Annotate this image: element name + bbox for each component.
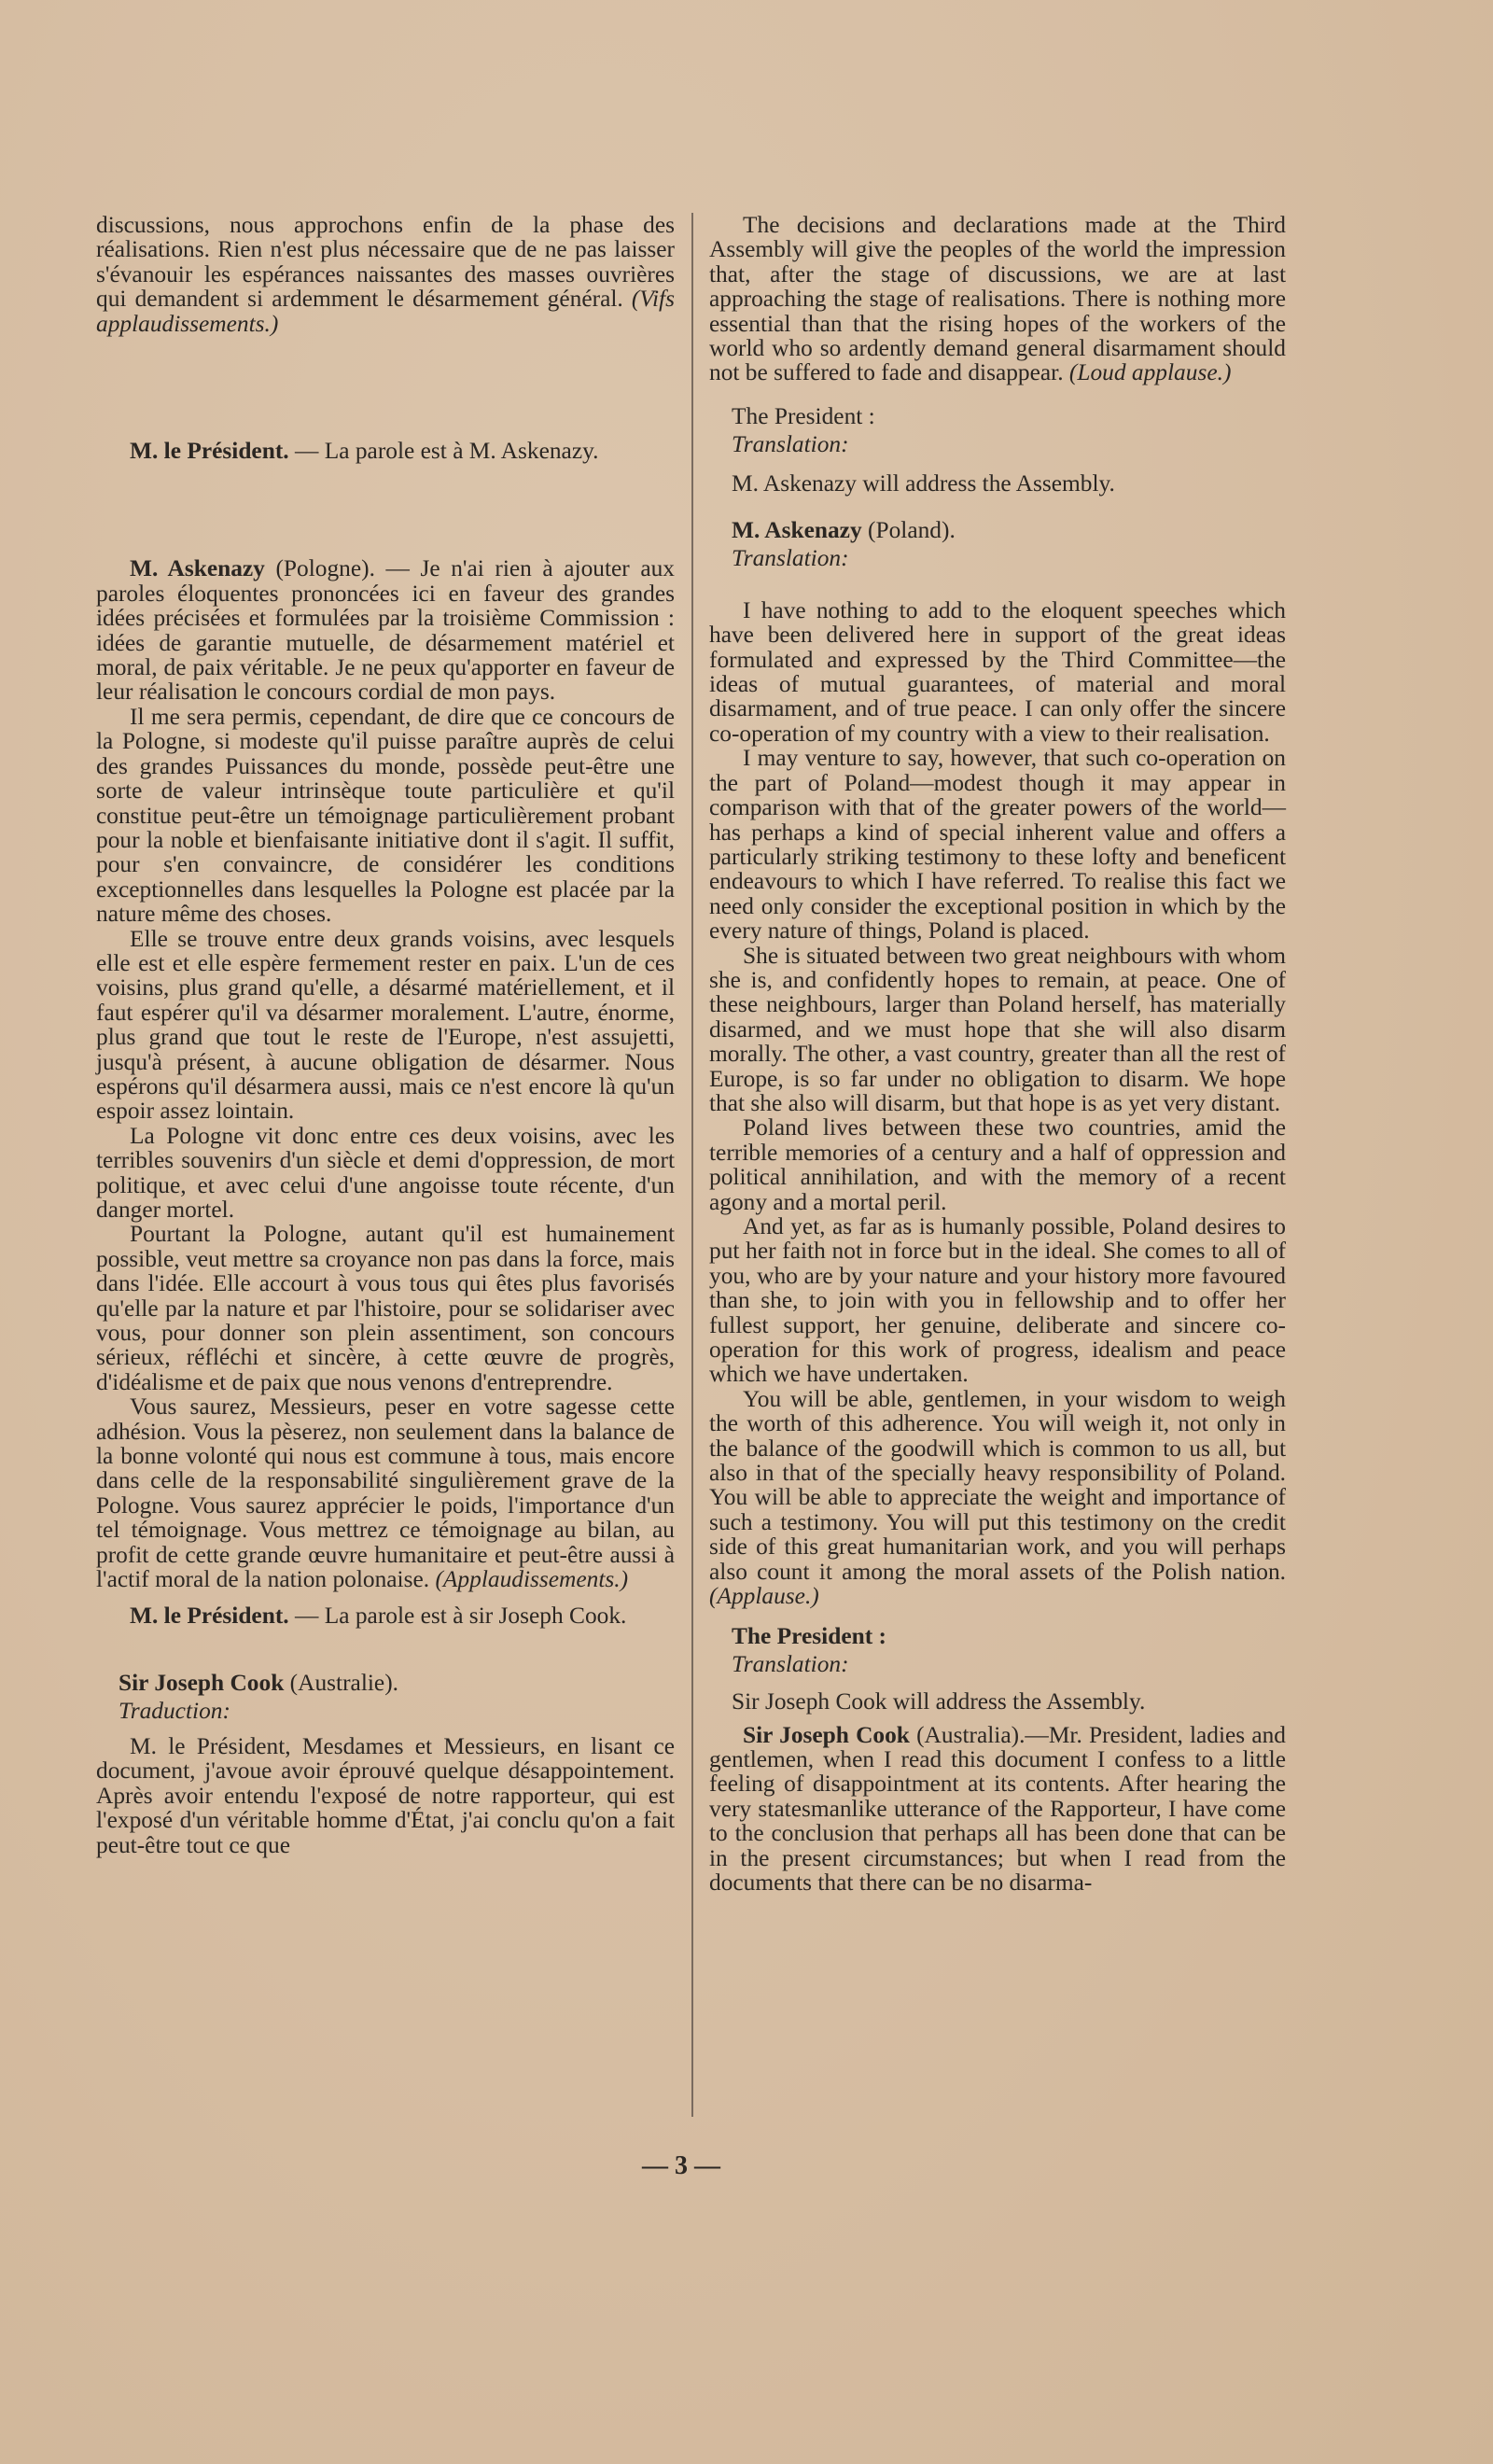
- speech-paragraph: Sir Joseph Cook (Australia).—Mr. President, ladies and gentlemen, when I read this document I confess to a little feeling of disappointment at its contents. After hearing the very statesmanlike utterance of the Rapporteur, I have come to the conclusion that perhaps all has been done that can be in the present circumstances; but when I read from the documents that there can be no disarma-: [709, 1721, 1286, 1896]
- president-remark: M. le Président. — La parole est à M. Askenazy.: [130, 438, 599, 465]
- president-remark: M. Askenazy will address the Assembly.: [732, 469, 1115, 497]
- president-remark: M. le Président. — La parole est à sir Joseph Cook.: [130, 1602, 627, 1629]
- speaker-heading: The President :: [732, 402, 875, 429]
- translation-label: Translation:: [732, 544, 849, 571]
- speech-paragraph: M. le Président, Mesdames et Messieurs, en lisant ce document, j'avoue avoir éprouvé quelque désappointement. Après avoir entendu l'exposé de notre rapporteur, qui est l'exposé d'un véritable homme d'État, j'ai conclu qu'on a fait peut-être tout ce que: [96, 1732, 675, 1858]
- column-divider: [691, 213, 693, 2117]
- speech-paragraph: Elle se trouve entre deux grands voisins, avec lesquels elle est et elle espère fermement rester en paix. L'un de ces voisins, plus grand qu'elle, a désarmé matériellement, et il faut espérer qu'il va désarmer moralement. L'autre, énorme, plus grand que tout le reste de l'Europe, n'est assujetti, jusqu'à présent, à aucune obligation de désarmer. Nous espérons qu'il désarmera aussi, mais ce n'est encore là qu'un espoir assez lointain.: [96, 925, 675, 1125]
- speech-paragraph: Poland lives between these two countries, amid the terrible memories of a century and a half of oppression and political annihilation, and with the memory of a recent agony and a mortal peril.: [709, 1114, 1286, 1215]
- speech-paragraph: Pourtant la Pologne, autant qu'il est humainement possible, veut mettre sa croyance non pas dans la force, mais dans l'idée. Elle accourt à vous tous qui êtes plus favorisés qu'elle par la nature et par l'histoire, pour se solidariser avec vous, pour donner son plein assentiment, son concours sérieux, réfléchi et sincère, à cette œuvre de progrès, d'idéalisme et de paix que nous venons d'entreprendre.: [96, 1221, 675, 1395]
- president-remark: Sir Joseph Cook will address the Assembly.: [732, 1687, 1146, 1715]
- speaker-heading: Sir Joseph Cook (Australie).: [119, 1669, 399, 1696]
- speech-paragraph: La Pologne vit donc entre ces deux voisins, avec les terribles souvenirs d'un siècle et demi d'oppression, de mort politique, et avec celui d'une angoisse toute récente, d'un danger mortel.: [96, 1122, 675, 1223]
- speech-paragraph: I have nothing to add to the eloquent speeches which have been delivered here in support of the great ideas formulated and expressed by the Third Committee—the ideas of mutual guarantees, of material and moral disarmament, and of true peace. I can only offer the sincere co-operation of my country with a view to their realisation.: [709, 596, 1286, 747]
- paragraph: The decisions and declarations made at the Third Assembly will give the peoples of the world the impression that, after the stage of discussions, we are at last approaching the stage of realisations. There is nothing more essential than that the rising hopes of the workers of the world who so ardently demand general disarmament should not be suffered to fade and disappear. (Loud applause.): [709, 212, 1286, 386]
- speech-paragraph: Il me sera permis, cependant, de dire que ce concours de la Pologne, si modeste qu'il puisse paraître auprès de celui des grandes Puissances du monde, possède peut-être une sorte de valeur intrinsèque toute particulière et qu'il constitue peut-être un témoignage particulièrement probant pour la noble et bienfaisante initiative dont il s'agit. Il suffit, pour s'en convaincre, de considérer les conditions exceptionnelles dans lesquelles la Pologne est placée par la nature même des choses.: [96, 703, 675, 928]
- translation-label: Translation:: [732, 430, 849, 457]
- speech-paragraph: I may venture to say, however, that such co-operation on the part of Poland—modest though it may appear in comparison with that of the greater powers of the world—has perhaps a kind of special inherent value and offers a particularly striking testimony to these lofty and beneficent endeavours to which I have referred. To realise this fact we need only consider the exceptional position in which by the every nature of things, Poland is placed.: [709, 745, 1286, 945]
- speaker-heading: The President :: [732, 1622, 886, 1649]
- paragraph: discussions, nous approchons enfin de la phase des réalisations. Rien n'est plus nécessaire que de ne pas laisser s'évanouir les espérances naissantes des masses ouvrières qui demandent si ardemment le désarmement général. (Vifs applaudissements.): [96, 212, 675, 337]
- english-column: [709, 213, 1286, 1895]
- speaker-heading: M. Askenazy (Poland).: [732, 516, 956, 543]
- speech-paragraph: And yet, as far as is humanly possible, Poland desires to put her faith not in force but in the ideal. She comes to all of you, who are by your nature and your history more favoured than she, to join with you in fellowship and to offer her fullest support, her genuine, deliberate and sincere co-operation for this work of progress, idealism and peace which we have undertaken.: [709, 1213, 1286, 1388]
- translation-label: Translation:: [732, 1650, 849, 1677]
- speech-paragraph: She is situated between two great neighbours with whom she is, and confidently hopes to remain, at peace. One of these neighbours, larger than Poland herself, has materially disarmed, and we must hope that she will also disarm morally. The other, a vast country, greater than all the rest of Europe, is so far under no obligation to disarm. We hope that she also will disarm, but that hope is as yet very distant.: [709, 942, 1286, 1116]
- speech-paragraph: You will be able, gentlemen, in your wisdom to weigh the worth of this adherence. You will weigh it, not only in the balance of the goodwill which is common to us all, but also in that of the specially heavy responsibility of Poland. You will be able to appreciate the weight and importance of such a testimony. You will put this testimony on the credit side of this great humanitarian work, and you will perhaps also count it among the moral assets of the Polish nation. (Applause.): [709, 1385, 1286, 1610]
- page-number: — 3 —: [642, 2151, 720, 2180]
- speech-paragraph: Vous saurez, Messieurs, peser en votre sagesse cette adhésion. Vous la pèserez, non seulement dans la balance de la bonne volonté qui nous est commune à tous, mais encore dans celle de la responsabilité singulièrement grave de la Pologne. Vous saurez apprécier le poids, l'importance d'un tel témoignage. Vous mettrez ce témoignage au bilan, au profit de cette grande œuvre humanitaire et peut-être aussi à l'actif moral de la nation polonaise. (Applaudissements.): [96, 1393, 675, 1593]
- french-column: [96, 213, 675, 1857]
- translation-label: Traduction:: [119, 1697, 230, 1724]
- speech-paragraph: M. Askenazy (Pologne). — Je n'ai rien à ajouter aux paroles éloquentes prononcées ici en faveur des grandes idées précisées et formulées par la troisième Commission : idées de garantie mutuelle, de désarmement matériel et moral, de paix véritable. Je ne peux qu'apporter en faveur de leur réalisation le concours cordial de mon pays.: [96, 555, 675, 706]
